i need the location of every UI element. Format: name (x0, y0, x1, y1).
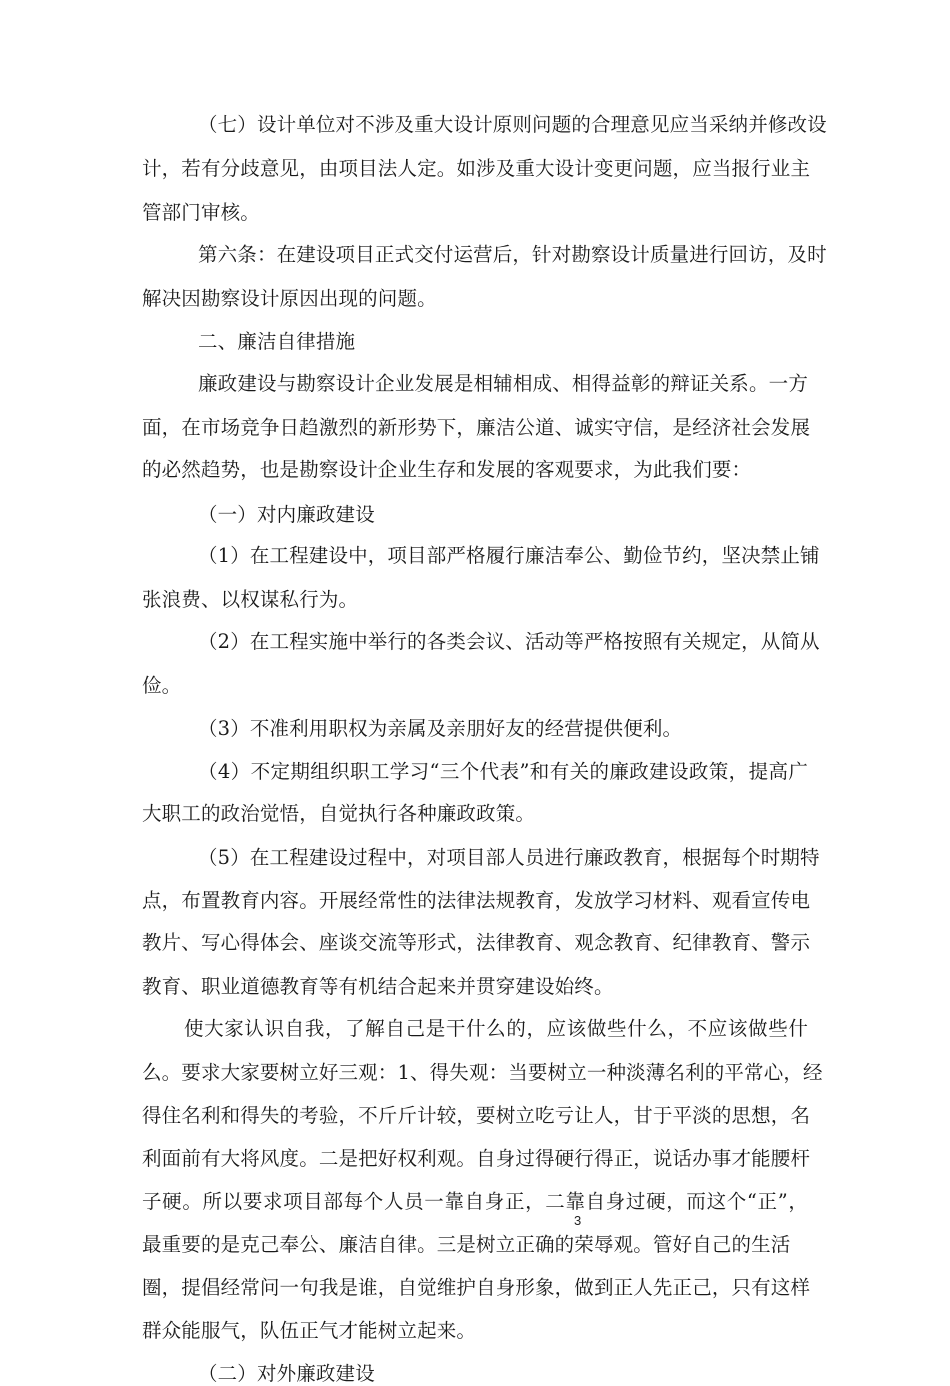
self-awareness-line-6: 最重要的是克己奉公、廉洁自律。三是树立正确的荣辱观。管好自己的生活 (142, 1233, 791, 1256)
subheading-internal-integrity: （一）对内廉政建设 (198, 503, 375, 526)
self-awareness-line-8: 群众能服气，队伍正气才能树立起来。 (142, 1319, 477, 1342)
section-heading-integrity-measures: 二、廉洁自律措施 (198, 330, 356, 353)
item-1-line-1: （1）在工程建设中，项目部严格履行廉洁奉公、勤俭节约，坚决禁止铺 (198, 544, 820, 567)
paragraph-7-line-2: 计，若有分歧意见，由项目法人定。如涉及重大设计变更问题，应当报行业主 (142, 157, 811, 180)
item-4-line-2: 大职工的政治觉悟，自觉执行各种廉政政策。 (142, 802, 536, 825)
integrity-paragraph-line-1: 廉政建设与勘察设计企业发展是相辅相成、相得益彰的辩证关系。一方 (198, 372, 808, 395)
article-6-line-2: 解决因勘察设计原因出现的问题。 (142, 287, 437, 310)
item-5-line-1: （5）在工程建设过程中，对项目部人员进行廉政教育，根据每个时期特 (198, 846, 820, 869)
self-awareness-line-1: 使大家认识自我，了解自己是干什么的，应该做些什么，不应该做些什 (184, 1017, 808, 1040)
self-awareness-line-2: 么。要求大家要树立好三观：1、得失观：当要树立一种淡薄名利的平常心，经 (142, 1061, 823, 1084)
item-2-line-2: 俭。 (142, 674, 182, 697)
item-4-line-1: （4）不定期组织职工学习“三个代表”和有关的廉政建设政策，提高广 (198, 760, 808, 783)
item-2-line-1: （2）在工程实施中举行的各类会议、活动等严格按照有关规定，从简从 (198, 630, 820, 653)
item-1-line-2: 张浪费、以权谋私行为。 (142, 588, 359, 611)
integrity-paragraph-line-2: 面，在市场竞争日趋激烈的新形势下，廉洁公道、诚实守信，是经济社会发展 (142, 416, 811, 439)
page-number: 3 (574, 1213, 582, 1228)
article-6-line-1: 第六条：在建设项目正式交付运营后，针对勘察设计质量进行回访，及时 (198, 243, 827, 266)
paragraph-7-line-3: 管部门审核。 (142, 201, 260, 224)
paragraph-7-line-1: （七）设计单位对不涉及重大设计原则问题的合理意见应当采纳并修改设 (198, 113, 827, 136)
item-5-line-3: 教片、写心得体会、座谈交流等形式，法律教育、观念教育、纪律教育、警示 (142, 931, 811, 954)
item-3-line-1: （3）不准利用职权为亲属及亲朋好友的经营提供便利。 (198, 717, 683, 740)
integrity-paragraph-line-3: 的必然趋势，也是勘察设计企业生存和发展的客观要求，为此我们要： (142, 458, 752, 481)
self-awareness-line-7: 圈，提倡经常问一句我是谁，自觉维护自身形象，做到正人先正己，只有这样 (142, 1276, 811, 1299)
subheading-external-integrity: （二）对外廉政建设 (198, 1362, 375, 1385)
item-5-line-2: 点，布置教育内容。开展经常性的法律法规教育，发放学习材料、观看宣传电 (142, 889, 811, 912)
self-awareness-line-4: 利面前有大将风度。二是把好权利观。自身过得硬行得正，说话办事才能腰杆 (142, 1147, 811, 1170)
item-5-line-4: 教育、职业道德教育等有机结合起来并贯穿建设始终。 (142, 975, 614, 998)
self-awareness-line-5: 子硬。所以要求项目部每个人员一靠自身正，二靠自身过硬，而这个“正”， (142, 1190, 808, 1213)
self-awareness-line-3: 得住名利和得失的考验，不斤斤计较，要树立吃亏让人，甘于平淡的思想，名 (142, 1104, 811, 1127)
